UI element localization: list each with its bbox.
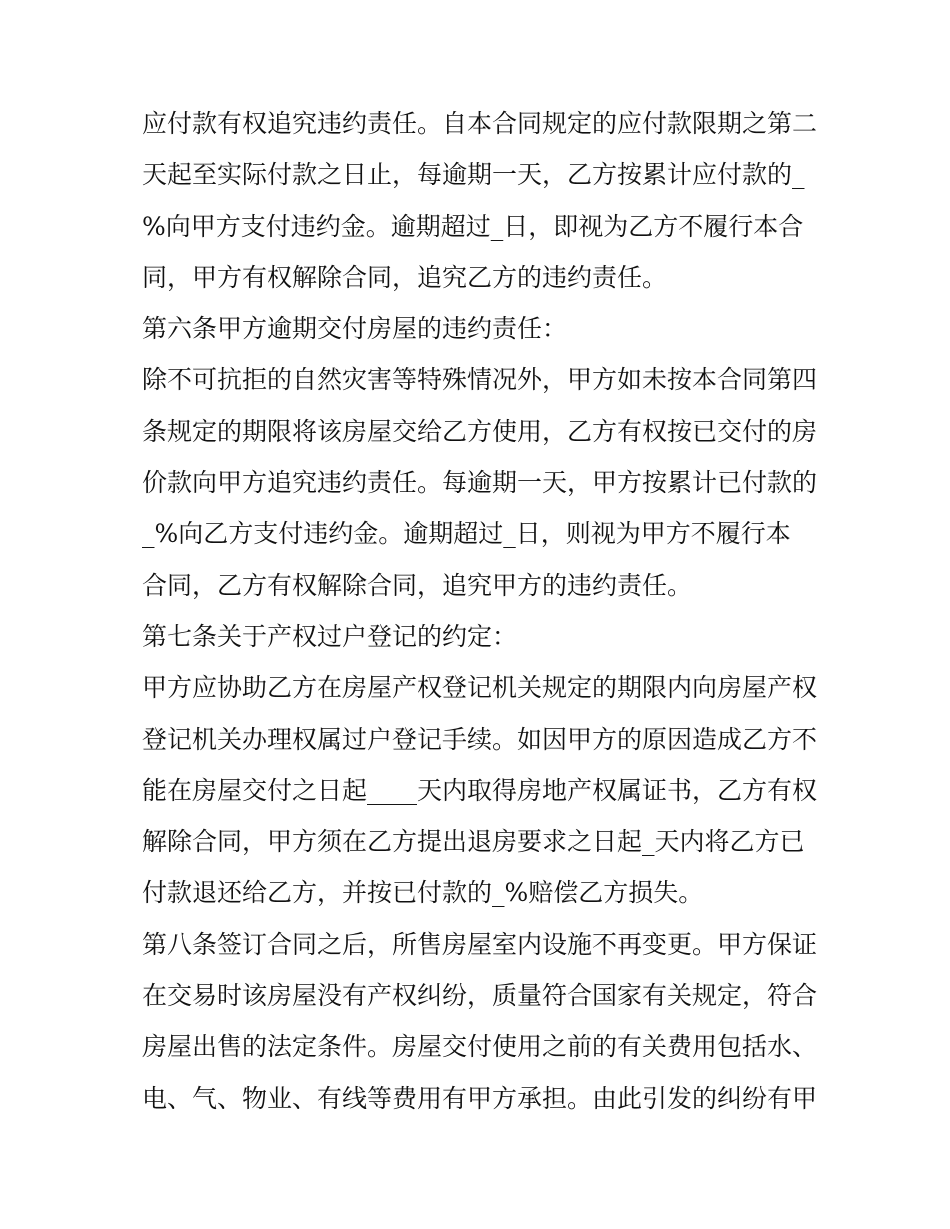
text-line: %向甲方支付违约金。逾期超过_日，即视为乙方不履行本合	[142, 211, 804, 241]
text-line: 应付款有权追究违约责任。自本合同规定的应付款限期之第二	[142, 109, 818, 138]
text-line: 房屋出售的法定条件。房屋交付使用之前的有关费用包括水、	[142, 1032, 818, 1062]
text-line: 天起至实际付款之日止，每逾期一天，乙方按累计应付款的_	[142, 160, 805, 190]
text-line: 付款退还给乙方，并按已付款的_%赔偿乙方损失。	[142, 878, 704, 908]
text-line: 合同，乙方有权解除合同，追究甲方的违约责任。	[142, 570, 693, 600]
text-line: 除不可抗拒的自然灾害等特殊情况外，甲方如未按本合同第四	[142, 365, 818, 395]
text-line: 同，甲方有权解除合同，追究乙方的违约责任。	[142, 262, 668, 292]
section-heading: 第七条关于产权过户登记的约定：	[142, 621, 518, 651]
text-line: 条规定的期限将该房屋交给乙方使用，乙方有权按已交付的房	[142, 416, 818, 446]
section-heading: 第六条甲方逾期交付房屋的违约责任：	[142, 314, 568, 344]
text-line: 解除合同，甲方须在乙方提出退房要求之日起_天内将乙方已	[142, 827, 805, 857]
text-line: 电、气、物业、有线等费用有甲方承担。由此引发的纠纷有甲	[142, 1083, 818, 1113]
text-line: 价款向甲方追究违约责任。每逾期一天，甲方按累计已付款的	[142, 468, 818, 498]
text-line: 在交易时该房屋没有产权纠纷，质量符合国家有关规定，符合	[142, 981, 818, 1011]
text-line: 登记机关办理权属过户登记手续。如因甲方的原因造成乙方不	[142, 724, 818, 754]
text-line: 第八条签订合同之后，所售房屋室内设施不再变更。甲方保证	[142, 929, 818, 959]
text-line: _%向乙方支付违约金。逾期超过_日，则视为甲方不履行本	[142, 519, 791, 549]
text-line: 甲方应协助乙方在房屋产权登记机关规定的期限内向房屋产权	[142, 673, 818, 703]
contract-text	[142, 98, 822, 1124]
text-line: 能在房屋交付之日起____天内取得房地产权属证书，乙方有权	[142, 775, 818, 805]
